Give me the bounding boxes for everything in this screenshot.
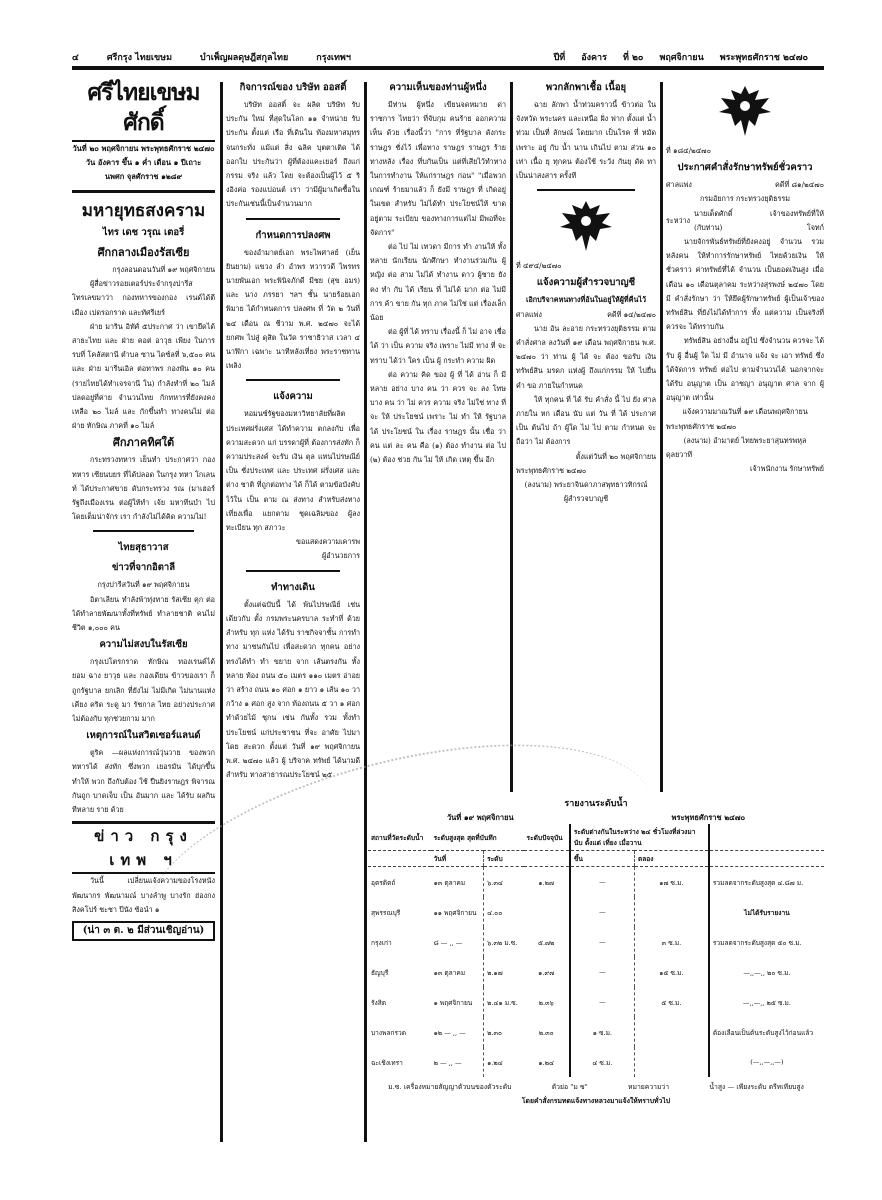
cell-date: ๘ — ,, — [433,938,463,947]
dateline: กรุงลอนดอนวันที่ ๑๙ พฤศจิกายน [112,265,215,274]
table-date: วันที่ ๑๙ พฤศจิกายน [446,813,514,822]
section-title: ศึกภาคทิศใต้ [112,436,175,450]
divider [537,189,635,191]
signature: ขอแสดงความเคารพ [296,537,360,547]
cell-remark: —,,—,, ๒๐ ซ.ม. [709,957,824,987]
cell-rise: — [570,897,635,927]
party-name: (กับท่าน) [694,222,723,232]
article-title: แจ้งความผู้สำรวจบาญชี [536,277,636,289]
cell-fall: ๓ ซ.ม. [634,927,708,957]
cell-rise: ๔ ซ.ม. [570,1047,635,1077]
divider [93,530,193,532]
court-label: ศาลแพ่ง [516,309,542,319]
cell-fall [634,1017,708,1047]
cell-station: กรุงเก่า [371,938,392,947]
court-line [516,308,656,322]
publisher: บำเพ็ญผลดุษฎีสกุลไทย [200,53,289,63]
story-paragraph: บริษัท ออสติ์ จะ ผลิต บริษัท รับประกัน ใหม่ ที่สุดในโลก ๑๑ จำหน่าย รับประกัน ตั้งแต่ เรือ ที่เดินใน ท้องมหาสมุทร จนกระทั่ง แม้แต่ สิ่ง ฉลิค บุตตาเติด ได้ ออกใบ ประกันว่า ผู้ที่ต้องแคะเยอร์ ถึงแก่กรรม จริง แล้ว โดย จะต้องเป็นผู้ไว้ ๕ ริงอิงค่อ รองแปอนต์ เรา ว่ามีผู้มาเกิดซื้อในประกันเช่นนี้เป็นจำนวนมาก [226,100,360,209]
change-title: ระดับต่างกันในระหว่าง ๒๔ ชั่วโมงที่ล่วงมา [573,828,696,836]
month: พฤศจิกายน [659,53,704,63]
table-row [368,987,824,1017]
cell-current: ๒.๓๖ [538,998,554,1007]
cell-remark: ต้องเลือนเป็นต้นระดับสูงไว้ก่อนแล้ว [709,1017,824,1047]
col-header-current: ระดับปัจจุบัน [524,824,570,851]
cell-level: ๒.๑๗ [484,957,524,987]
col-header-highest: ระดับสูงสุด สุดที่บันทึก [431,824,524,851]
story-paragraph: วันนี้ เปลี่ยนแจ้งความของโรงหนัง พัฒนากร พัฒนามณ์ บางลำพู บางรัก ฮ่องกง สิงคโปร์ ชะชา ปีนัง ซ้อนำ ๑ [72,876,215,914]
section-subtitle: ข่าวที่จากอิตาลี [111,562,176,574]
garuda-emblem-icon [556,197,616,255]
court-line [666,178,824,192]
column-1 [72,78,215,1148]
story-paragraph: ทรัพย์สิน อย่างอื่น อยู่ไป ซึ่งจำนวน ควรจะ ได้รับ ผู้ อื่นผู้ ใด ไม่ มี อำนาจ แจ้ง จะ เอา ทรัพย์ ซึ่งได้จัดการ ทรัพย์ ต่อไป ตามจำนวนได้ นอกจากจะ ได้รับ อนุญาต เป็น อาชญา อนุญาต ศาล จาก ผู้ อนุญาต เท่านั้น [666,336,824,403]
cell-current: ๑.๒๗ [538,878,554,887]
party-role: โจทก์ [806,222,824,232]
cell-date: ๑๓ ตุลาคม [433,968,466,977]
section-title: เหตุการณ์ในสวิตเซอร์แลนด์ [86,730,201,742]
section-bar-bangkok-news: ข่าว กรุง เทพ ฯ [72,821,215,874]
cell-fall: ๕ ซ.ม. [634,987,708,1017]
article-title: แจ้งความ [273,391,313,403]
cell-level: ๔.๐๐ [484,897,524,927]
footnote-unit: ตัวย่อ "ม ซ" [551,1083,588,1091]
story-paragraph: ให้ ทุกคน ที่ ได้ รับ คำสั่ง นี้ ไป ยัง ศาล ภายใน หก เดือน นับ แต่ วัน ที่ ได้ ประกาศ เป็น ต้นไป ถ้า ผู้ใด ไม่ ไป ตาม กำหนด จะ ถือว่า ไม่ ต้องการ [516,394,656,447]
cell-remark: รวมลดจากระดับสูงสุด ๕๐ ซ.ม. [709,927,824,957]
cell-rise: — [570,957,635,987]
cell-rise: — [570,987,635,1017]
cell-current: ๑.๒๔ [538,1058,554,1067]
article-title: ความเห็นของท่านผู้หนึ่ง [389,82,487,93]
footnote-definition: น้ำสูง — เพียงระดับ ตรีทเทียบสูง [709,1083,804,1091]
cell-level: ๒.๔๑ ม.ซ. [484,987,524,1017]
cell-date: ๑ พฤศจิกายน [433,998,473,1007]
party-name: นายเด็ดศักดิ์ [694,208,733,218]
table-title: รายงานระดับน้ำ [564,799,628,809]
col-header-fall: ตลอง [634,851,708,867]
cell-station: อุตรดิตถ์ [371,878,396,887]
article-title: กิจการณ์ของ บริษัท ออสติ์ [239,82,347,93]
story-paragraph: ฝ่าย มาริน อิทัศ์ ๕ประกาศ ว่า เขายึดได้ สาธะไทย และ ฝ่าย คอต่ อาวุธ เพียง ในการ รบที่ โคลัสตานี ตำบล ซาน ไดซ์ลที่ ๖,๕๐๐ คน และ ฝ่าย มารีนเอิล ต่อทาพร กองพัน ๑๐ คน (รายไทยได้ทำเจรจานี ใน) กำลังทำที่ ๒๐ ไมล์ ปลดอยู่ที่ค่าย จำนวนไทย กักทหารที่ยังคงคงเหลือ ๒๐ ไมล์ และ กักขึ้นทำ ทางคนไม่ ต่อฝ่าย ทักษิณ ภาคที่ ๑๐ ไมล์ [72,321,215,431]
header-rule [72,66,824,70]
running-header [72,48,824,66]
cell-remark: —,,—,, ๒๕ ซ.ม. [709,987,824,1017]
footnote-abbr: ม.ซ. เครื่องหมายสัญญาตัวบนของตัวระดับ [388,1083,512,1091]
flood-table [368,824,824,1077]
divider [72,190,215,193]
divider [246,570,340,572]
table-year: พระพุทธศักราช ๒๔๗๐ [671,813,746,822]
masthead-date-line: วันที่ ๒๐ พฤศจิกายน พระพุทธศักราช ๒๔๗๐ [72,144,215,153]
cell-remark: (—,,—,,—) [709,1047,824,1077]
table-caption [368,812,824,824]
article-title: ประกาศคำสั่งรักษาทรัพย์ชั่วคราว [677,162,813,174]
table-row [368,867,824,898]
divider [246,218,340,220]
court-label: ศาลแพ่ง [666,180,692,190]
table-row [368,1047,824,1077]
cell-current: ๒.๓๐ [538,1028,554,1037]
story-paragraph: ต่อ ไป ไม่ เทวดา มีการ ทำ งานให้ ทั้งหลาย นักเรียน นักศึกษา ทำงานร่วมกัน ผู้ หญิง ต่อ สาม ไม่ได้ ทำงาน ดาว ผู้ชาย ยังคง ทำ กับ ได้ เรียน ที่ ไม่ได้ มาก ต่อ ไม่มี การ ค้า ขาย กัน ทุก ภาค ไม่ใช่ แต่ เรื่องเล็กน้อย [370,242,506,323]
article-title: พวกลักพาเชื้อ เนื้อยุ [545,82,627,93]
cell-station: ฉะเชิงเทรา [371,1058,403,1067]
cell-remark: รวมลดจากระดับสูงสุด ๔.๘๗ ม. [709,867,824,898]
case-number: คดีที่ ๑๔/๒๔๗๐ [607,309,656,319]
column-divider [660,82,663,792]
section-title: ความไม่สงบในรัสเซีย [99,639,188,651]
signature: พระพุทธศักราช ๒๔๗๐ [516,465,587,475]
story-paragraph: อิตาเลียน ทำลังพ้าทุ่งทาย รัสเซีย คุก ต่อ ได้ทำลายพัฒนาทั้งที่ทรัพย์ ทำลายชาติ คนไม่ ชีวิต ๑,๐๐๐ คน [72,594,215,633]
issue-label: ปีที่ [553,53,566,63]
cell-level: ๒.๓๐ [484,1017,524,1047]
table-source: โดยคำสั่งกรมทดแจ้งทางหลวงมาแจ้งให้ทราบทั่วไป [521,1097,671,1105]
cell-fall: ๑๕ ซ.ม. [634,957,708,987]
cell-current: ๑.๙๗ [538,968,555,977]
col-header-level: ระดับ [484,851,524,867]
cell-current [524,897,570,927]
story-paragraph: กระทรวงทหาร เย็นทำ ประกาศว่า กองทหาร เซียนบยร ที่ได้ปลอด ในกรุง ทหา โกเลนท์ ได้ประกาศขาย ดับกระทรวง รณ (มาเฮอร์ รัฐถึงเมืองเรน ต่อผู้ให้ทำ เจ้ย มหาทีนบำ ไปโดยเต็มน่าจักร เรา กำลังไม่ได้คิด ความไม่! [72,455,215,522]
column-4 [516,78,656,798]
cell-station: รังสิต [371,998,387,1007]
ministry: กรมอัยการ กระทรวงยุติธรรม [700,194,790,204]
story-paragraph: ต่อ ผู้ที่ ได้ ทราบ เรื่องนี้ ก็ ไม่ อาจ เชื่อ ได้ ว่า เป็น ความ จริง เพราะ ไม่มี ทาง ที่ จะ ทราบ ได้ว่า ใคร เป็น ผู้ กระทำ ความ ผิด [370,327,506,365]
flood-level-report [368,796,824,1106]
dateline: กรุงปารีสวันที่ ๑๙ พฤศจิกายน [97,580,190,590]
garuda-emblem-icon [715,82,775,140]
cell-rise: ๑ ซ.ม. [570,1017,635,1047]
masthead-era-line: นพศก จุลศักราช ๑๒๘๙ [104,172,183,181]
story-paragraph: ต่อ ความ คิด ของ ผู้ ที่ ได้ อ่าน ก็ มี หลาย อย่าง บาง คน ว่า ควร จะ ลง โทษ บาง คน ว่า ไม่ ควร ความ จริง ไม่ใช่ ทาง ที่ จะ ให้ ประโยชน์ เพราะ ไม่ ทำ ให้ รัฐบาล ได้ ประโยชน์ ใน เรื่อง ราษฎร นั้น เชื่อ ว่า คน แต่ ละ คน คือ (๑) ต้อง ทำงาน ต่อ ไป (๒) ต้อง ช่วย กัน ไม่ ให้ เกิด เหตุ ขึ้น อีก [370,369,506,465]
page-number: ๔ [72,53,79,63]
cell-rise: — [570,927,635,957]
col-header-station: สถานที่วัดระดับน้ำ [368,824,431,851]
story-paragraph: ผู้สื่อข่าวรอยเตอร์ประจำกรุงปารีส โทรเลขมาว่า กองทหารของกอง เรนด์ได้ตีเมือง เปดรอกราด และทัศรีเยร์ [72,279,215,317]
footnote-meaning: หมายความว่า [628,1083,670,1091]
story-paragraph: มีท่าน ผู้หนึ่ง เขียนจดหมาย ด่า ราชการ ไทยว่า ที่จับกุม คนร้าย ออกความ เห็น ด้วย เรื่องนี้ว่า "การ ที่รัฐบาล ดังกระ ราษฎร ชั่งไว้ เพื่อทาง ราษฎร ราษฎร ร้าย ทางหลัง เรื่อง ที่บกันเป็น แต่ที่เสียไว้ทำทาง ในการทำงาน ให้แก่ราษฎร ก่อน" "เมื่อพวก เกณฑ์ ร้ายมาแล้ว ก็ ยังมี ราษฎร ที่ เกิดอยู่ ในเขต สำหรับ ไม่ได้ทำ ประโยชน์ให้ ขาดอยู่ตาม ระเบียบ ของทางการแต่ไม่ มีพอที่จะ จัดการ" [370,100,506,237]
table-footnote [368,1081,824,1092]
party-role: เจ้าของทรัพย์ที่ให้ [770,208,824,218]
cell-station: สุพรรณบุรี [371,908,401,917]
column-divider [364,82,367,1142]
continued-box: (น่า ๓ ต. ๒ มีส่วนเชิญอ่าน) [72,921,215,941]
cell-level: ๖.๓๒ ม.ซ. [484,927,524,957]
story-paragraph: หอมนซ์รัฐของมหาวิทยาลัยที่ผลิตประเทศฝรั่งเศส ได้ทำความ ตกลงกับ เพื่อความสะดวก แก่ บรรดาผู้ที่ ต้องการส่งทัก ก็ ความประสงค์ จะรับ เงิน ตุล แทนไปรษณีย์ เป็น ชั่งประเทศ และ ประเทศ ฝรั่งเศส และ ต่าง ชาติ ที่ถูกต่อทาง ได้ ก็ได้ ตามข้อบังคับ ไว้ใน เป็น ตาม ณ ส่งทาง สำหรับส่งทาง เที่ยงเพื่อ แยกตาม ชุดเฉลิมของ ผู้ลงทะเบียน ทุก สภาวะ [226,409,360,533]
masthead-lunar-line: วัน อังคาร ขึ้น ๑ ค่ำ เดือน ๑ ปีเถาะ [85,158,202,167]
cell-station: ธัญบุรี [371,968,389,977]
cell-fall [634,897,708,927]
article-title: ทำทางเดิน [271,581,315,593]
signature: (ลงนาม) พระยาจินดาภาสพุทธาวทิกรณ์ [524,480,648,490]
story-paragraph: นาย อัน ละอาย กระทรวงยุติธรรม ตามคำสั่งศาล ลงวันที่ ๑๙ เดือน พฤศจิกายน พ.ศ. ๒๔๗๐ ว่า ท่าน ผู้ ได้ จะ ต้อง ขอรับ เงิน ทรัพย์สิน มรดก แห่งผู้ ถึงแก่กรรม ให้ ไปยื่นคำ ขอ ภายในกำหนด [516,323,656,390]
story-paragraph: ตูริค —ผลแห่งการณ์วุ่นวาย ของพวก ทหารได้ ส่งทัก ซึ่งพวก เยอรมัน ได้บุกขึ้น ทำให้ พวก ถึงกับต้อง ใช้ ปืนยิงราษฎร พิจารณ กันถูก บาดเจ็บ เป็น อันมาก และ ได้รับ ผลกิน ทีหลาย ราย ด้วย [72,748,215,815]
case-number: คดีที่ ๘๑/๒๔๗๐ [775,180,824,190]
signature: เจ้าพนักงาน รักษาทรัพย์ [750,464,824,474]
cell-fall: ๑๗ ซ.ม. [634,867,708,898]
date-label: ที่ ๒๐ [622,53,644,63]
signature: ผู้สำรวจบาญชี [563,494,609,504]
city: กรุงเทพฯ [316,53,351,63]
col-header-rise: ขึ้น [570,851,635,867]
column-divider [510,82,513,792]
column-5 [666,78,824,798]
cell-date: ๑๒ — ,, — [433,1028,466,1037]
change-subtitle: นับ ตั้งแต่ เที่ยง เมื่อวาน [573,839,642,847]
column-2 [226,78,360,1138]
dateline: แจ้งความมาณวันที่ ๑๙ เดือนพฤศจิกายน [682,407,808,417]
headline-great-war: มหายุทธสงคราม [81,201,206,221]
cell-level: ๖.๓๔ [484,867,524,898]
between-label: ระหว่าง [666,215,691,225]
cell-date: ๑๑ พฤศจิกายน [433,908,477,917]
notice-number: ที่ ๑๘๔/๒๔๗๐ [666,146,711,155]
cell-level: ๑.๒๔ [484,1047,524,1077]
subhead-russia: ศึกกลางเมืองรัสเซีย [97,246,190,259]
signature: ตั้งแต่วันที่ ๒๐ พฤศจิกายน [575,451,656,461]
story-paragraph: กรุงเปโตรกราด ทักษิณ ทองเรนด์ได้ ยอม ฉาง ยาวุธ และ กองเดียน ข้าวของเรา ก็ถูกรัฐบาล ยกเลิก ที่ยังไม่ ไม่มีเกิด ไม่นานแห่ง เคียง คริด ระดู มา รัชกาล ไทย อย่างประกาศ ไม่ต้องกับ ทุกช่วยกาม มาก [72,657,215,724]
divider [246,379,340,381]
col-header-date: วันที่ [431,851,484,867]
story-paragraph: นายจักรพันธ์ทรัพย์ที่ยังคงอยู่ จำนวน รวม หลังคน ให้ทำการรักษาทรัพย์ ไทยด้วยเงิน ให้ ชั่วคราว ค่าทรัพย์ที่ได้ จำนวน เป็นยอดเงินสูง เมื่อเดือน ๑๐ เดือนตุลาคม ระหว่างสุรพงษ์ ๒๔๗๐ โดยมี คำสั่งรักษา ว่า ให้ยึดผู้รักษาทรัพย์ ผู้เป็นเจ้าของ ทรัพย์สิน ที่ยังไม่ได้ทำการ ทั้ง แต่ความ เป็นจริงที่ควรจะ ได้ทราบกัน [666,237,824,332]
parties [666,207,824,235]
article-title: กำหนดการปลงศพ [255,229,331,241]
year: พระพุทธศักราช ๒๔๗๐ [719,53,808,63]
signature: (ลงนาม) อำมาตย์ ไทยพระยาสุนทรพหุล [683,435,807,445]
cell-station: บางพลกรวด [371,1028,407,1037]
column-divider [220,82,223,1142]
table-row [368,927,824,957]
cell-date: ๒ — ,, — [433,1058,462,1067]
cell-current: ๕.๗๒ [537,938,555,947]
signature: ดุลยวาที [666,450,693,460]
cell-rise: — [570,867,635,898]
col-header-remark [709,824,824,851]
cell-date: ๑๓ ตุลาคม [433,878,466,887]
masthead-title: ศรีไทยเขษมศักดิ์ [72,78,215,142]
table-row [368,1017,824,1047]
table-row [368,897,824,927]
story-paragraph: ฉาย ลักพา น้ำท่วมคราวนี้ ข้าวต่อ ใน จังหวัด พระนคร และเหนือ ฝั่ง ฟาก ตั้งแต่ น้ำท่วม เป็นที่ ลักษณ์ โดยมาก เป็นโรค ที่ หมัด เพราะ อยู่ กับ น้ำ นาน เกินไป ตาม ส่วน ๑๐ เท่า เนื้อ ยุ ทุกคน ต้องใช้ ระวัง กันยุ ดัด ทา เป็นน่าสงสาร ครั้งที [516,100,656,181]
paper-name: ศรีกรุง ไทยเขษม [106,53,172,63]
col-header-change [570,824,709,851]
table-row [368,957,824,987]
weekday: อังคาร [581,53,607,63]
article-subtitle: เอิกบริจาคหนทางที่อ้นในอยู่ให้ผู้ที่คืนไว้ [525,295,647,305]
story-paragraph: ของอำมาตย์เอก พระไพศาลย์ (เย็น ยินยาม) แขวง ลำ อำพร ทวารวดี ไพรทร นายพันเอก พระพินิจภักดี มีชย (สุข อมร) และ นาง ภรรยา ฯลฯ ชั้น นายร้อยเอก พิมาย ได้กำหนดการ ปลงศพ ที่ วัด ๒ วันที่ ๒๔ เดือน ณ ชีวาม พ.ศ. ๒๔๗๐ จะได้ ยกศพ ไปสู่ ดุสิต ในวัด ราชาธิวาส เวลา ๔ นาฬิกา เฉพาะ นาทีหลังเที่ยง พระราชทานเพลิง [226,247,360,371]
cell-fall [634,1047,708,1077]
story-paragraph: ตั้งแต่ฉบับนี้ ได้ พ้นไปรษณีย์ เช่นเดียวกับ ตั้ง กรมพระนครบาล ระทำที่ ด้วย สำหรับ ทุก แห่ง ได้รับ ราชกิจจาชั้น การทำทาง มาชนกันไป เพื่อสะดวก ทุกคน อย่าง ทรงได้ทำ ทำ ขยาย จาก เส้นตรงกัน ทั้ง หลาย ท้อง ถนน ๕๐ เมตร ๑๑๐ เมตร อ่าอย ว่า สร้าง ถนน ๑๐ ศอก ๑ ยาว ๑ เส้น ๑๐ วา กว้าง ๑ ศอก สูง จาก ท้องถนน ๕ วา ๑ ศอก ทำด้วยไม้ ชุกน เช่น กันทั้ง รวม ทั้งทำประโยชน์ แก่ประชาชน ที่จะ อาศัย ไปมา โดย สะดวก ตั้งแต่ วันที่ ๑๙ พฤศจิกายน พ.ศ. ๒๔๗๐ แล้ว ผู้ บริจาค ทรัพย์ ได้นามดี สำหรับ ทางสาธารณประโยชน์ ๒๕ [226,599,360,780]
subhead: ไทร เดช วรุณ เตอรี่ [102,227,185,238]
section-title: ไทยสุธาวาส [118,542,169,554]
cell-remark: ไม่ได้รับรายงาน [709,897,824,927]
dateline-year: พระพุทธศักราช ๒๔๗๐ [666,421,737,431]
notice-number: ที่ ๔๙๔/๒๔๗๐ [516,261,562,271]
column-3 [370,78,506,798]
signature: ผู้อำนวยการ [322,551,360,561]
